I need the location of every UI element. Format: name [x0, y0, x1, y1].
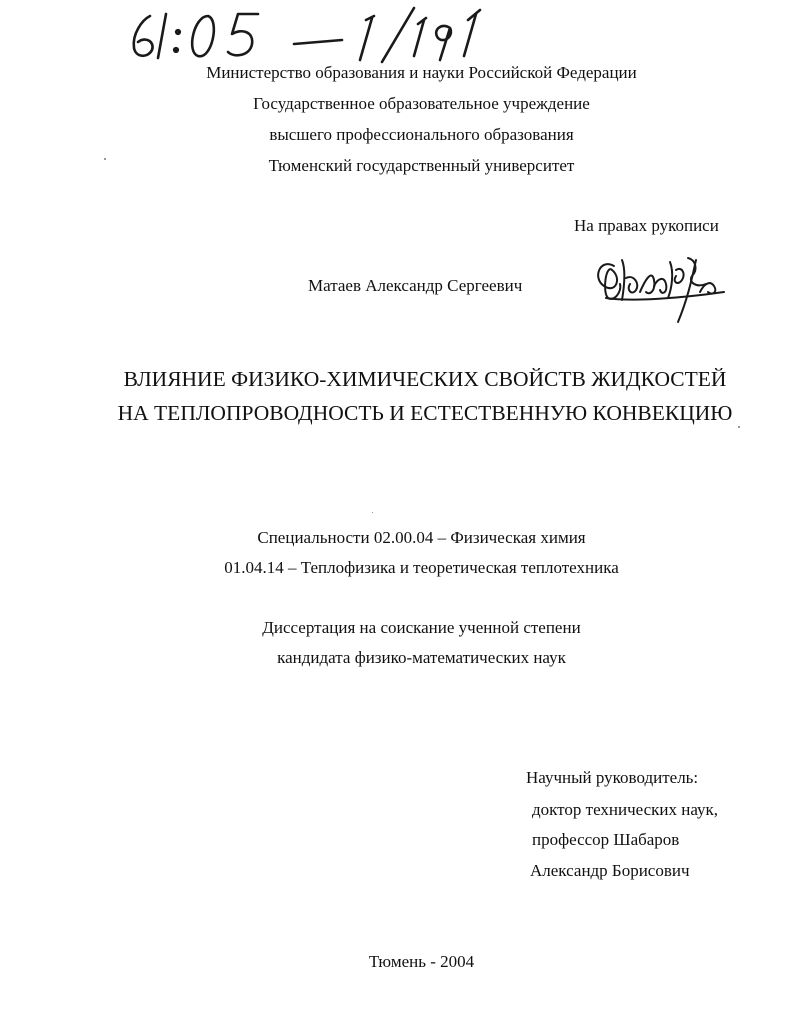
manuscript-note: На правах рукописи [574, 216, 719, 235]
supervisor-title-name: профессор Шабаров [532, 830, 680, 849]
supervisor-label: Научный руководитель: [526, 768, 699, 787]
institution-type-line-2: высшего профессионального образования [269, 125, 574, 144]
specialties-line-1: Специальности 02.00.04 – Физическая химия [257, 528, 586, 547]
place-year: Тюмень - 2004 [368, 952, 475, 971]
institution-type-line-1: Государственное образовательное учреждение [253, 94, 590, 113]
specialties-line-2: 01.04.14 – Теплофизика и теоретическая теплотехника [224, 558, 619, 577]
dissertation-line-2: кандидата физико-математических наук [277, 648, 566, 667]
thesis-title-line-2: НА ТЕПЛОПРОВОДНОСТЬ И ЕСТЕСТВЕННУЮ КОНВЕКЦИЮ [117, 401, 733, 425]
supervisor-given-names: Александр Борисович [530, 861, 690, 880]
scan-speck [372, 512, 373, 513]
author-signature [592, 248, 732, 328]
dissertation-line-1: Диссертация на соискание ученной степени [262, 618, 581, 637]
ministry-line: Министерство образования и науки Российской Федерации [206, 63, 637, 82]
scan-speck [738, 426, 740, 428]
scan-speck [104, 158, 106, 160]
supervisor-degree: доктор технических наук, [532, 800, 719, 819]
archive-stamp-handwriting [120, 6, 500, 64]
thesis-title-line-1: ВЛИЯНИЕ ФИЗИКО-ХИМИЧЕСКИХ СВОЙСТВ ЖИДКОСТЕЙ [123, 367, 727, 391]
author-name: Матаев Александр Сергеевич [308, 276, 523, 295]
university-name: Тюменский государственный университет [268, 156, 575, 175]
